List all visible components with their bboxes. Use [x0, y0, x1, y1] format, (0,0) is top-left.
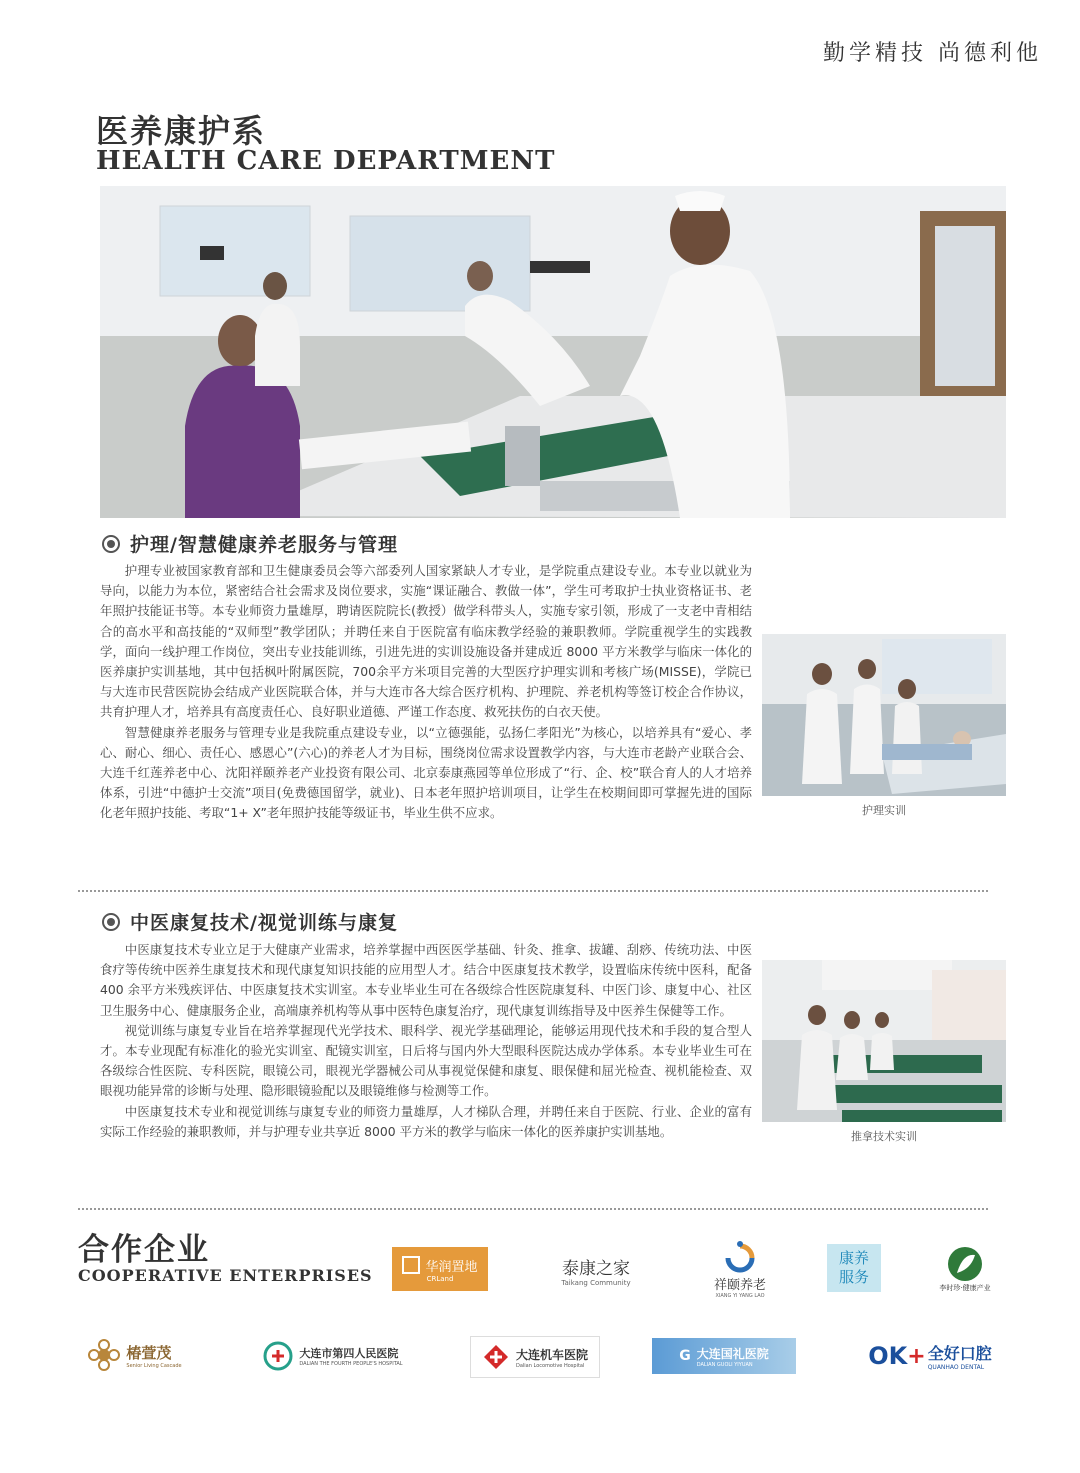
- chunxuanmao-logo-text: 椿萱茂: [126, 1343, 172, 1362]
- section-divider: [78, 890, 988, 892]
- xiangyi-ring-icon: [722, 1240, 758, 1274]
- quanhao-ok-mark: OK: [868, 1342, 908, 1370]
- dalian-guoli-hospital-text: 大连国礼医院: [696, 1346, 769, 1361]
- taikang-logo-sub: Taikang Community: [561, 1278, 631, 1287]
- dalian-locomotive-hospital-sub: Dalian Locomotive Hospital: [515, 1362, 585, 1369]
- quanhao-dental-sub: QUANHAO DENTAL: [927, 1364, 985, 1371]
- leaf-emblem-icon: [945, 1245, 985, 1283]
- paragraph: 中医康复技术专业和视觉训练与康复专业的师资力量雄厚，人才梯队合理，并聘任来自于医院、行业、企业的富有实际工作经验的兼职教师，并与护理专业共享近 8000 平方米的教学与临床一体化的医养康护实训基地。: [100, 1103, 752, 1139]
- xiangyi-logo-text: 祥颐养老: [713, 1277, 766, 1293]
- department-title: 医养康护系: [96, 112, 267, 150]
- circle-bullet-icon: [102, 913, 120, 931]
- crland-logo-sub: CRLand: [426, 1274, 454, 1283]
- dalian-fourth-hospital-text: 大连市第四人民医院: [299, 1347, 399, 1360]
- nursing-photo-caption: 护理实训: [862, 804, 906, 817]
- paragraph: 视觉训练与康复专业旨在培养掌握现代光学技术、眼科学、视光学基础理论，能够运用现代技术和手段的复合型人才。本专业现配有标准化的验光实训室、配镜实训室，日后将与国内外大型眼科医院达成办学体系。本专业毕业生可在各级综合性医院、专科医院，眼镜公司，眼视光学器械公司从事视觉保健和康复、眼保健和屈光检查、视机能检查、双眼视功能异常的诊断与处理、隐形眼镜验配以及眼镜维修与检测等工作。: [100, 1022, 752, 1099]
- xiangyi-logo: [700, 1238, 780, 1300]
- paragraph: 智慧健康养老服务与管理专业是我院重点建设专业，以“立德强能，弘扬仁孝阳光”为核心，以培养具有“爱心、孝心、耐心、细心、责任心、感恩心”(六心)的养老人才为目标，围绕岗位需求设置教学内容，与大连市老龄产业联合会、大连千红莲养老中心、沈阳祥颐养老产业投资有限公司、北京泰康燕园等单位形成了“行、企、校”联合育人的人才培养体系，引进“中德护士交流”项目(免费德国留学，就业)、日本老年照护培训项目，让学生在校期间即可掌握先进的国际化老年照护技能、考取“1+ X”老年照护技能等级证书，毕业生供不应求。: [100, 724, 752, 821]
- flower-emblem-icon: [88, 1339, 120, 1371]
- section-nursing-title-text: 护理/智慧健康养老服务与管理: [130, 534, 398, 556]
- quanhao-dental-text: 全好口腔: [927, 1344, 992, 1363]
- massage-training-photo: [762, 960, 1006, 1122]
- department-title-en: HEALTH CARE DEPARTMENT: [96, 146, 556, 176]
- dalian-guoli-hospital-sub: DALIAN GUOLI YIYUAN: [696, 1361, 753, 1368]
- massage-photo-caption: 推拿技术实训: [851, 1130, 917, 1143]
- kangyang-logo: [827, 1244, 881, 1292]
- circle-bullet-icon: [102, 535, 120, 553]
- crland-mark-icon: [402, 1256, 420, 1274]
- kangyang-logo-text: 康养服务: [838, 1249, 869, 1286]
- cooperative-title-en: COOPERATIVE ENTERPRISES: [78, 1266, 373, 1285]
- nursing-training-illustration: [762, 634, 1006, 796]
- taikang-logo-text: 泰康之家: [562, 1258, 630, 1279]
- lishizhen-logo: [920, 1238, 1010, 1300]
- section-rehab-title-text: 中医康复技术/视觉训练与康复: [130, 912, 398, 934]
- hospital-emblem-icon: [263, 1341, 293, 1371]
- section-rehab-title: [102, 908, 398, 935]
- xiangyi-logo-sub: XIANG YI YANG LAO: [715, 1292, 765, 1299]
- quanhao-plus-icon: +: [907, 1343, 926, 1369]
- section-rehab-body: [100, 940, 752, 1142]
- dalian-locomotive-hospital-text: 大连机车医院: [515, 1347, 588, 1362]
- paragraph: 中医康复技术专业立足于大健康产业需求，培养掌握中西医医学基础、针灸、推拿、拔罐、刮痧、传统功法、中医食疗等传统中医养生康复技术和现代康复知识技能的应用型人才。结合中医康复技术教学，设置临床传统中医科，配备 400 余平方米残疾评估、中医康复技术实训室。本专业毕业生可在各级综合性医院康复科、中医门诊、康复中心、社区卫生服务中心、健康服务企业，高端康养机构等从事中医特色康复治疗，现代康复训练指导及中医养生保健等工作。: [100, 942, 752, 1018]
- motto: 勤学精技 尚德利他: [823, 41, 1042, 66]
- section-nursing-body: [100, 561, 752, 824]
- dalian-fourth-hospital-sub: DALIAN THE FOURTH PEOPLE'S HOSPITAL: [299, 1361, 403, 1367]
- lishizhen-logo-text: 李时珍·健康产业: [939, 1284, 991, 1292]
- paragraph: 护理专业被国家教育部和卫生健康委员会等六部委列人国家紧缺人才专业，是学院重点建设专业。本专业以就业为导向，以能力为本位，紧密结合社会需求及岗位要求，实施“课证融合、教做一体”，学生可考取护士执业资格证书、老年照护技能证书等。本专业师资力量雄厚，聘请医院院长(教授）做学科带头人，实施专家引领，形成了一支老中青相结合的高水平和高技能的“双师型”教学团队；并聘任来自于医院富有临床教学经验的兼职教师。学院重视学生的实践教学，面向一线护理工作岗位，突出专业技能训练，引进先进的实训设施设备并建成近 8000 平方米教学与临床一体化的医养康护实训基地，其中包括枫叶附属医院，700余平方米项目完善的大型医疗护理实训和考核广场(MISSE)，学院已与大连市民营医院协会结成产业医院联合体，并与大连市各大综合医疗机构、护理院、养老机构等签订校企合作协议，共育护理人才，培养具有高度责任心、良好职业道德、严谨工作态度、救死扶伤的白衣天使。: [100, 563, 752, 720]
- crland-logo-text: 华润置地: [425, 1259, 478, 1275]
- section-nursing-title: [102, 530, 398, 557]
- quanhao-dental-logo: [856, 1334, 1004, 1378]
- chunxuanmao-logo: [80, 1334, 190, 1376]
- massage-training-illustration: [762, 960, 1006, 1122]
- red-cross-icon: [482, 1343, 510, 1371]
- nursing-classroom-photo: [100, 186, 1006, 518]
- cooperative-title: 合作企业: [78, 1232, 210, 1268]
- taikang-logo: [548, 1250, 644, 1290]
- chunxuanmao-logo-sub: Senior Living Cascade: [126, 1362, 182, 1369]
- dalian-locomotive-hospital-logo: [470, 1336, 600, 1378]
- nursing-training-photo: [762, 634, 1006, 796]
- guoli-gl-mark: G: [679, 1348, 691, 1364]
- crland-logo: [392, 1247, 488, 1291]
- classroom-illustration: [100, 186, 1006, 518]
- section-divider: [78, 1208, 988, 1210]
- dalian-fourth-hospital-logo: [250, 1337, 416, 1375]
- dalian-guoli-hospital-logo: [652, 1338, 796, 1374]
